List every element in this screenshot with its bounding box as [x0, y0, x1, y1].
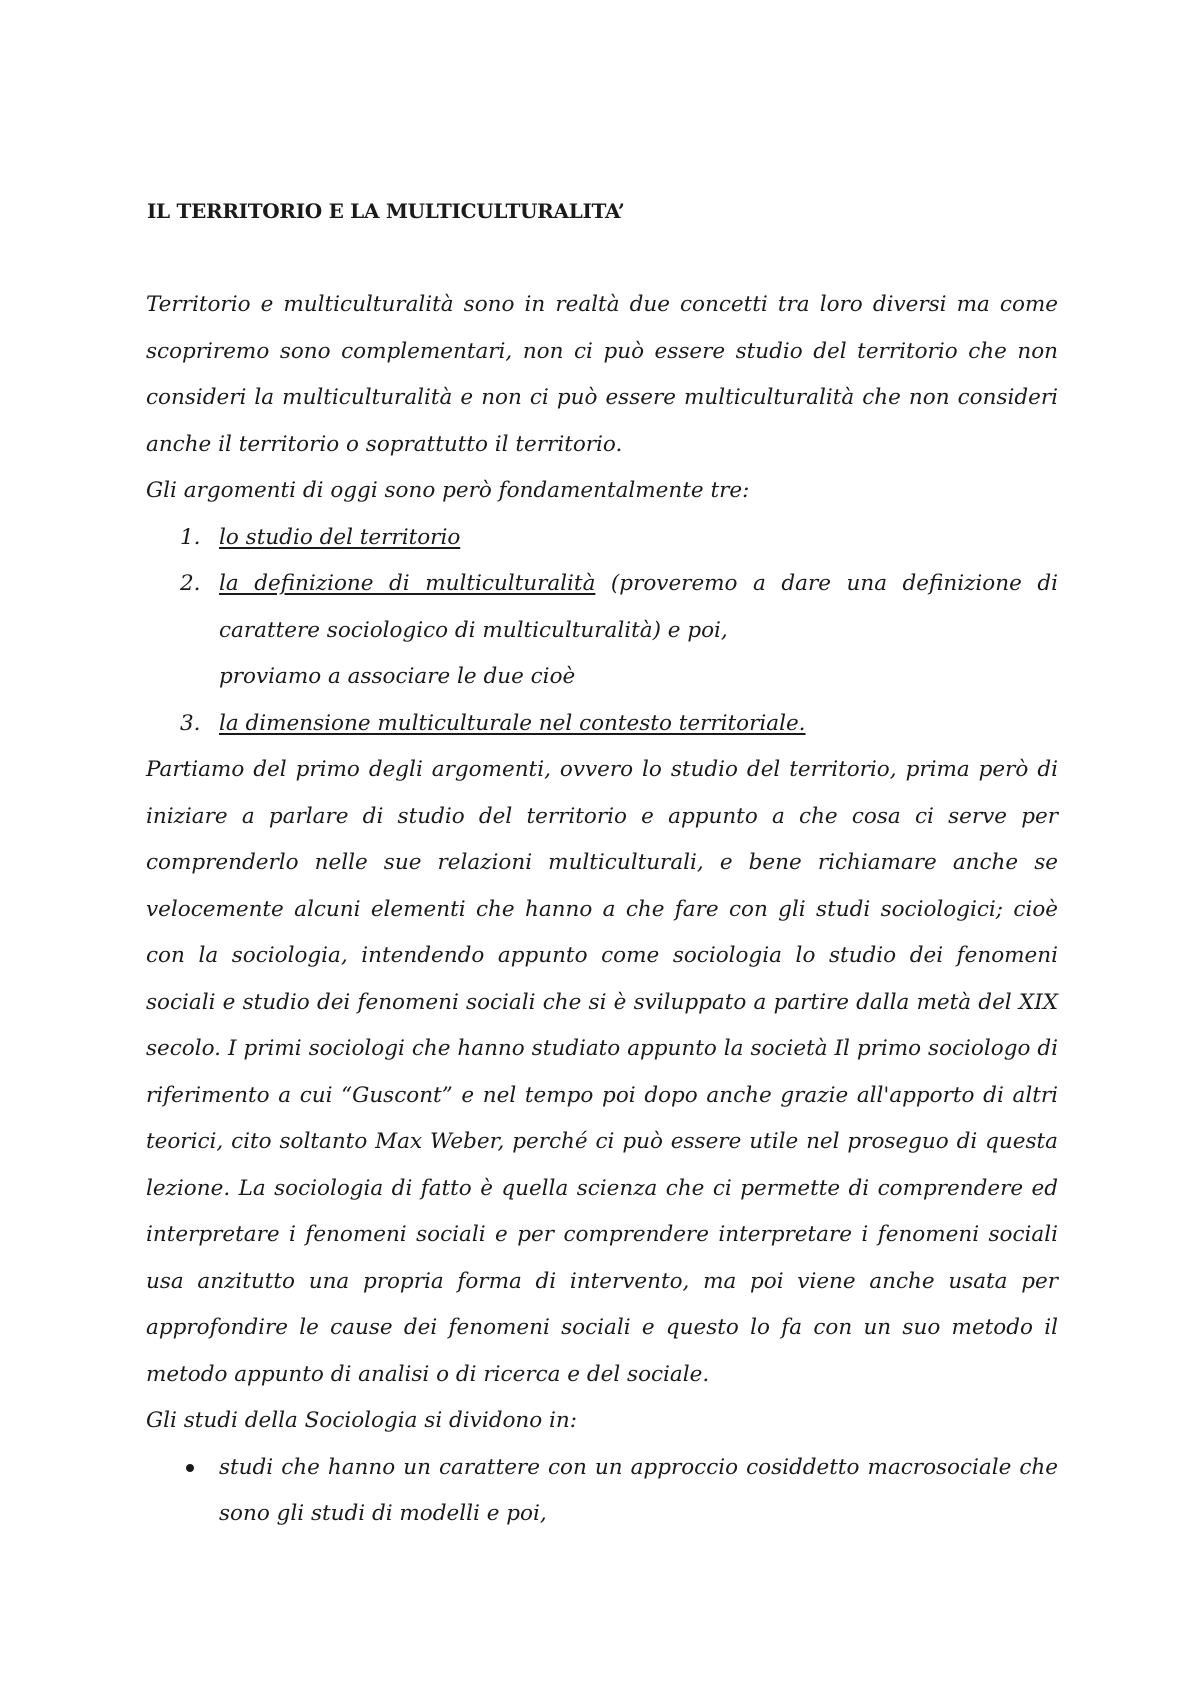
topic-item-3: [146, 701, 1058, 748]
topic-item-2-continuation: [146, 654, 1058, 701]
topic-underlined: lo studio del territorio: [219, 524, 461, 550]
topic-item-1: [146, 515, 1058, 562]
studies-intro: Gli studi della Sociologia si dividono in:: [146, 1408, 577, 1433]
studies-item-text: studi che hanno un carattere con un approccio cosiddetto macrosociale che sono gli studi di modelli e poi,: [219, 1454, 1058, 1526]
studies-item: [146, 1445, 1058, 1538]
topics-intro: Gli argomenti di oggi sono però fondamentalmente tre:: [146, 478, 750, 503]
topic-underlined: la dimensione multiculturale nel contesto territoriale.: [219, 710, 806, 736]
topics-list: [146, 515, 1058, 748]
topic-underlined: la definizione di multiculturalità: [219, 571, 596, 596]
topic-rest: (proveremo a dare una definizione di carattere sociologico di multiculturalità) e poi,: [219, 571, 1058, 643]
bullet-icon: [186, 1464, 194, 1472]
document-body: [146, 282, 1058, 1538]
intro-paragraph: Territorio e multiculturalità sono in realtà due concetti tra loro diversi ma come scopriremo sono complementari, non ci può essere studio del territorio che non consideri la multiculturalità e non ci può essere multiculturalità che non consideri anche il territorio o soprattutto il territorio.: [146, 292, 1058, 457]
topic-number: 1.: [180, 524, 201, 550]
topic-number: 3.: [180, 710, 201, 736]
topic-item-2: [146, 561, 1058, 654]
topic-number: 2.: [180, 571, 201, 596]
studies-list: [146, 1445, 1058, 1538]
document-title: IL TERRITORIO E LA MULTICULTURALITA’: [147, 199, 625, 223]
main-paragraph: Partiamo del primo degli argomenti, ovvero lo studio del territorio, prima però di iniziare a parlare di studio del territorio e appunto a che cosa ci serve per comprenderlo nelle sue relazioni multiculturali, e bene richiamare anche se velocemente alcuni elementi che hanno a che fare con gli studi sociologici; cioè con la sociologia, intendendo appunto come sociologia lo studio dei fenomeni sociali e studio dei fenomeni sociali che si è sviluppato a partire dalla metà del XIX secolo. I primi sociologi che hanno studiato appunto la società Il primo sociologo di riferimento a cui “Guscont” e nel tempo poi dopo anche grazie all'apporto di altri teorici, cito soltanto Max Weber, perché ci può essere utile nel proseguo di questa lezione. La sociologia di fatto è quella scienza che ci permette di comprendere ed interpretare i fenomeni sociali e per comprendere interpretare i fenomeni sociali usa anzitutto una propria forma di intervento, ma poi viene anche usata per approfondire le cause dei fenomeni sociali e questo lo fa con un suo metodo il metodo appunto di analisi o di ricerca e del sociale.: [146, 757, 1058, 1387]
topic-continuation: proviamo a associare le due cioè: [219, 664, 576, 689]
